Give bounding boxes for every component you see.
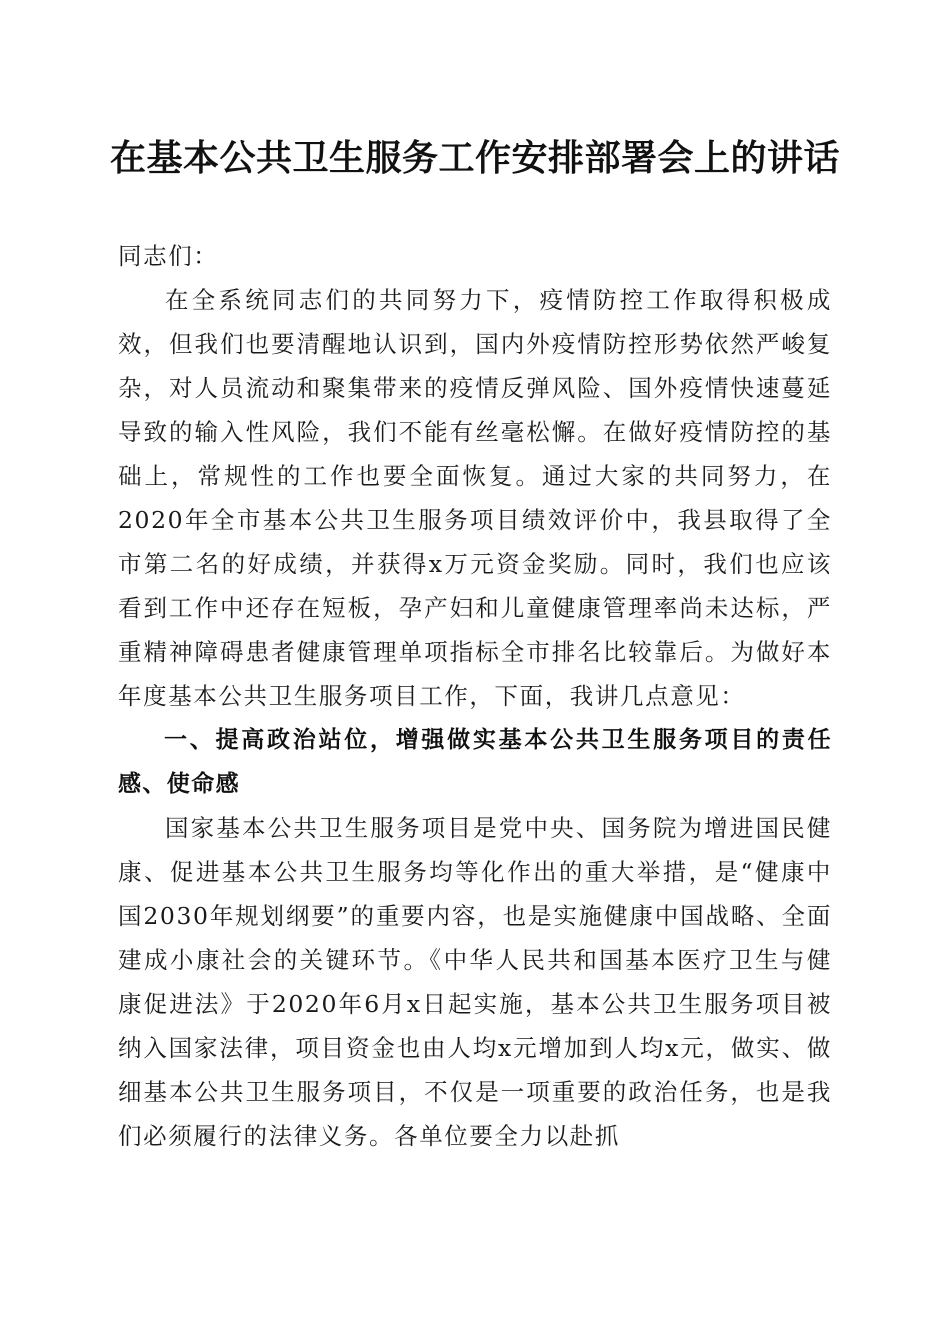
section-paragraph: 国家基本公共卫生服务项目是党中央、国务院为增进国民健康、促进基本公共卫生服务均等化作出的重大举措，是“健康中国2030年规划纲要”的重要内容，也是实施健康中国战略、全面建成小康社会的关键环节。《中华人民共和国基本医疗卫生与健康促进法》于2020年6月x日起实施，基本公共卫生服务项目被纳入国家法律，项目资金也由人均x元增加到人均x元，做实、做细基本公共卫生服务项目，不仅是一项重要的政治任务，也是我们必须履行的法律义务。各单位要全力以赴抓 bbox=[118, 814, 832, 1150]
salutation: 同志们： bbox=[118, 242, 219, 270]
document-title: 在基本公共卫生服务工作安排部署会上的讲话 bbox=[109, 137, 840, 179]
section-heading: 一、提高政治站位，增强做实基本公共卫生服务项目的责任感、使命感 bbox=[118, 727, 832, 797]
document-body bbox=[118, 234, 832, 1158]
opening-paragraph: 在全系统同志们的共同努力下，疫情防控工作取得积极成效，但我们也要清醒地认识到，国内外疫情防控形势依然严峻复杂，对人员流动和聚集带来的疫情反弹风险、国外疫情快速蔓延导致的输入性风险，我们不能有丝毫松懈。在做好疫情防控的基础上，常规性的工作也要全面恢复。通过大家的共同努力，在2020年全市基本公共卫生服务项目绩效评价中，我县取得了全市第二名的好成绩，并获得x万元资金奖励。同时，我们也应该看到工作中还存在短板，孕产妇和儿童健康管理率尚未达标，严重精神障碍患者健康管理单项指标全市排名比较靠后。为做好本年度基本公共卫生服务项目工作，下面，我讲几点意见： bbox=[118, 286, 832, 710]
